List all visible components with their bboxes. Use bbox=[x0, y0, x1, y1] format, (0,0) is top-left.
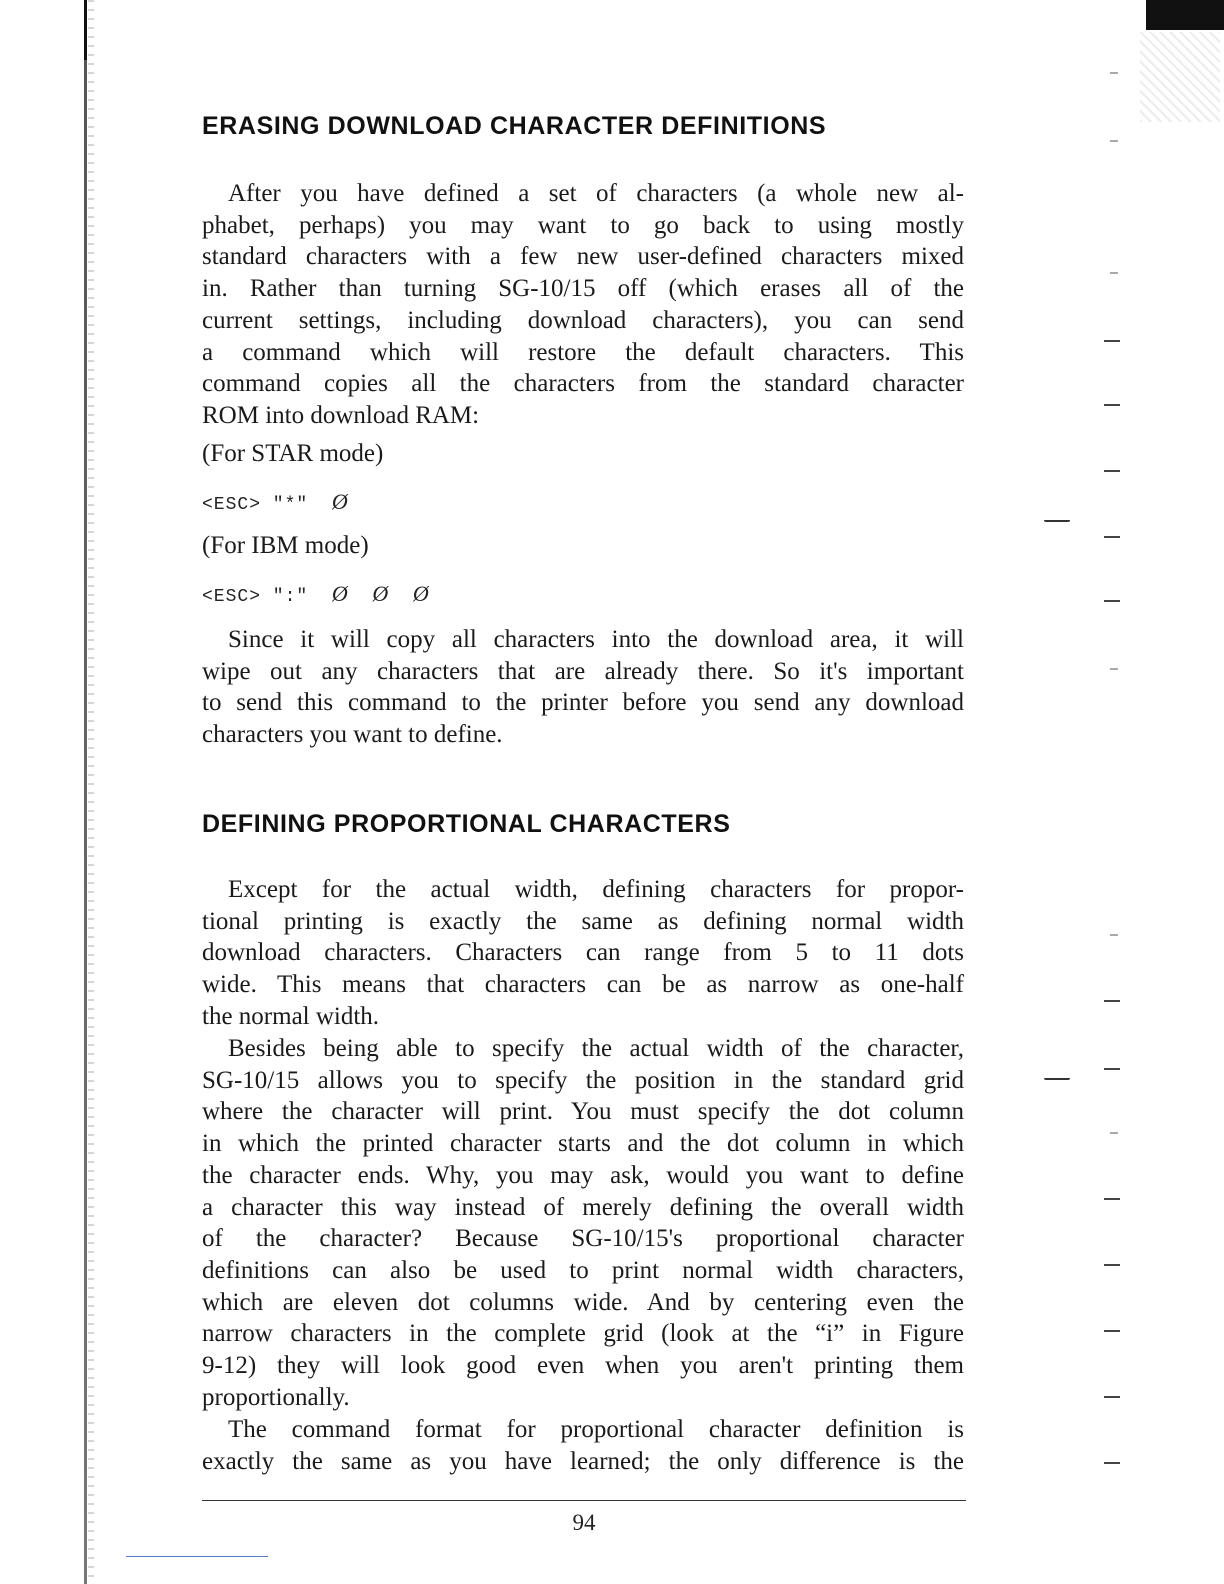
paragraph-line: the normal width. bbox=[202, 1002, 380, 1030]
scan-binding-edge bbox=[84, 0, 87, 1584]
paragraph-line: tional printing is exactly the same as defining normal width bbox=[202, 907, 964, 935]
paragraph-line: in which the printed character starts and the dot column in which bbox=[202, 1130, 964, 1158]
paragraph-line: a character this way instead of merely defining the overall width bbox=[202, 1193, 964, 1221]
paragraph-line: the character ends. Why, you may ask, would you want to define bbox=[202, 1161, 964, 1189]
paragraph-line: Since it will copy all characters into the download area, it will bbox=[228, 626, 964, 653]
ibm-mode-command bbox=[202, 581, 430, 607]
footer-rule bbox=[202, 1500, 966, 1501]
paragraph-line: ROM into download RAM: bbox=[202, 401, 480, 429]
scan-corner-noise bbox=[1140, 32, 1220, 122]
ibm-mode-label: (For IBM mode) bbox=[202, 532, 369, 559]
scan-tick-mark bbox=[1044, 1078, 1070, 1080]
proportional-paragraph-1 bbox=[202, 874, 964, 1033]
paragraph-line: in. Rather than turning SG-10/15 off (which erases all of the bbox=[202, 275, 964, 303]
section-heading-erasing: ERASING DOWNLOAD CHARACTER DEFINITIONS bbox=[202, 112, 827, 140]
paragraph-line: wipe out any characters that are already there. So it's important bbox=[202, 657, 964, 685]
zero-glyph: Ø bbox=[331, 489, 349, 514]
section-heading-proportional: DEFINING PROPORTIONAL CHARACTERS bbox=[202, 810, 731, 838]
paragraph-line: Besides being able to specify the actual width of the character, bbox=[228, 1035, 964, 1062]
paragraph-line: The command format for proportional character definition is bbox=[228, 1416, 964, 1443]
star-mode-command bbox=[202, 489, 349, 515]
paragraph-line: command copies all the characters from the standard character bbox=[202, 370, 964, 398]
paragraph-line: a command which will restore the default characters. This bbox=[202, 338, 964, 366]
paragraph-line: exactly the same as you have learned; the only difference is the bbox=[202, 1447, 964, 1475]
star-mode-label: (For STAR mode) bbox=[202, 440, 384, 467]
proportional-paragraph-3 bbox=[202, 1414, 964, 1477]
command-text: <ESC> "*" bbox=[202, 495, 309, 515]
scan-corner-mark bbox=[1146, 0, 1224, 30]
scan-edge-marks bbox=[1104, 0, 1134, 1584]
zero-glyph: Ø bbox=[331, 581, 349, 606]
proportional-paragraph-2 bbox=[202, 1033, 964, 1413]
scan-binding-speckle bbox=[88, 0, 94, 1584]
scan-bottom-underline bbox=[126, 1556, 268, 1557]
paragraph-line: characters you want to define. bbox=[202, 721, 503, 749]
command-text: <ESC> ":" bbox=[202, 587, 309, 607]
paragraph-line: standard characters with a few new user-defined characters mixed bbox=[202, 243, 964, 271]
scan-tick-mark bbox=[1044, 520, 1070, 522]
zero-glyph: Ø bbox=[412, 581, 430, 606]
page-number: 94 bbox=[572, 1510, 596, 1535]
paragraph-line: 9-12) they will look good even when you aren't printing them bbox=[202, 1352, 964, 1380]
paragraph-line: definitions can also be used to print normal width characters, bbox=[202, 1256, 964, 1284]
paragraph-line: which are eleven dot columns wide. And by centering even the bbox=[202, 1288, 964, 1316]
paragraph-line: phabet, perhaps) you may want to go back to using mostly bbox=[202, 211, 964, 239]
paragraph-line: where the character will print. You must specify the dot column bbox=[202, 1098, 964, 1126]
paragraph-line: After you have defined a set of characters (a whole new al- bbox=[228, 180, 964, 207]
paragraph-line: SG-10/15 allows you to specify the position in the standard grid bbox=[202, 1066, 964, 1094]
paragraph-line: to send this command to the printer before you send any download bbox=[202, 689, 964, 717]
paragraph-line: download characters. Characters can range from 5 to 11 dots bbox=[202, 939, 964, 967]
erasing-paragraph bbox=[202, 178, 964, 432]
paragraph-line: wide. This means that characters can be as narrow as one-half bbox=[202, 971, 964, 999]
erasing-note-paragraph bbox=[202, 624, 964, 751]
paragraph-line: Except for the actual width, defining characters for propor- bbox=[228, 876, 964, 903]
paragraph-line: proportionally. bbox=[202, 1383, 350, 1411]
paragraph-line: of the character? Because SG-10/15's proportional character bbox=[202, 1225, 964, 1253]
zero-glyph: Ø bbox=[372, 581, 390, 606]
paragraph-line: current settings, including download characters), you can send bbox=[202, 306, 964, 334]
paragraph-line: narrow characters in the complete grid (look at the “i” in Figure bbox=[202, 1320, 964, 1348]
